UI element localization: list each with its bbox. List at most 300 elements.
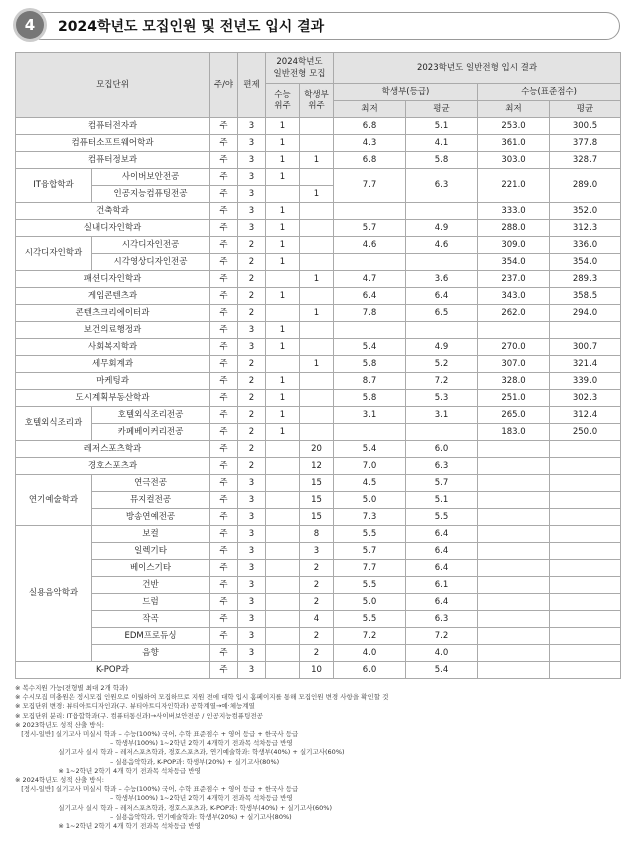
cell-savg: 312.4	[550, 407, 621, 424]
cell-gavg: 5.2	[406, 356, 478, 373]
cell-gavg: 5.4	[406, 662, 478, 679]
cell-d: 주	[210, 390, 238, 407]
cell-savg: 289.0	[550, 169, 621, 203]
cell-gavg: 7.2	[406, 373, 478, 390]
cell-savg: 352.0	[550, 203, 621, 220]
cell-gavg: 4.9	[406, 339, 478, 356]
footnote-line: ※ 수시모집 미충원은 정시모집 인원으로 이월하여 모집하므로 지원 전에 대학 입시 홈페이지를 통해 모집인원 변경 사항을 확인할 것	[15, 693, 389, 702]
cell-a: 시각디자인학과	[16, 237, 92, 271]
table-row	[16, 441, 621, 458]
cell-s1: 1	[266, 135, 300, 152]
cell-s2	[300, 373, 334, 390]
cell-savg: 336.0	[550, 237, 621, 254]
cell-s2: 15	[300, 509, 334, 526]
cell-s1	[266, 526, 300, 543]
cell-d: 주	[210, 509, 238, 526]
cell-s2: 10	[300, 662, 334, 679]
col-score-min: 최저	[478, 101, 550, 118]
cell-s2	[300, 322, 334, 339]
cell-d: 주	[210, 169, 238, 186]
col-grade: 학생부(등급)	[334, 84, 478, 101]
cell-savg	[550, 458, 621, 475]
cell-d: 주	[210, 577, 238, 594]
cell-s1	[266, 560, 300, 577]
cell-smin	[478, 475, 550, 492]
cell-gmin: 6.0	[334, 662, 406, 679]
cell-s1	[266, 271, 300, 288]
cell-s1: 1	[266, 373, 300, 390]
col-grade-avg: 평균	[406, 101, 478, 118]
cell-savg	[550, 611, 621, 628]
cell-gavg: 4.1	[406, 135, 478, 152]
cell-gmin: 7.3	[334, 509, 406, 526]
cell-gmin: 5.5	[334, 611, 406, 628]
cell-s1	[266, 305, 300, 322]
cell-smin: 328.0	[478, 373, 550, 390]
cell-b: 인공지능컴퓨팅전공	[92, 186, 210, 203]
cell-b: 베이스기타	[92, 560, 210, 577]
cell-savg	[550, 577, 621, 594]
cell-savg: 354.0	[550, 254, 621, 271]
cell-gavg: 6.0	[406, 441, 478, 458]
cell-s1	[266, 628, 300, 645]
cell-savg: 328.7	[550, 152, 621, 169]
cell-a: 실내디자인학과	[16, 220, 210, 237]
cell-savg	[550, 662, 621, 679]
cell-gmin: 7.7	[334, 169, 406, 203]
cell-smin	[478, 560, 550, 577]
cell-b: 건반	[92, 577, 210, 594]
table-row	[16, 509, 621, 526]
table-row	[16, 407, 621, 424]
cell-gavg: 5.1	[406, 118, 478, 135]
cell-d: 주	[210, 662, 238, 679]
cell-smin: 237.0	[478, 271, 550, 288]
cell-smin: 361.0	[478, 135, 550, 152]
cell-smin: 270.0	[478, 339, 550, 356]
table-row	[16, 203, 621, 220]
cell-s1	[266, 186, 300, 203]
cell-smin: 183.0	[478, 424, 550, 441]
cell-s1: 1	[266, 407, 300, 424]
cell-d: 주	[210, 594, 238, 611]
cell-smin: 309.0	[478, 237, 550, 254]
section-number-badge: 4	[16, 11, 44, 39]
cell-gavg	[406, 254, 478, 271]
cell-p: 2	[238, 407, 266, 424]
cell-s2: 15	[300, 492, 334, 509]
cell-p: 3	[238, 509, 266, 526]
cell-gmin: 4.5	[334, 475, 406, 492]
cell-smin	[478, 526, 550, 543]
cell-gmin: 5.4	[334, 339, 406, 356]
cell-savg	[550, 543, 621, 560]
cell-s2: 1	[300, 305, 334, 322]
cell-a: 호텔외식조리과	[16, 407, 92, 441]
table-row	[16, 645, 621, 662]
cell-d: 주	[210, 271, 238, 288]
cell-gavg: 5.5	[406, 509, 478, 526]
table-row	[16, 611, 621, 628]
cell-d: 주	[210, 373, 238, 390]
cell-p: 2	[238, 424, 266, 441]
cell-s2: 20	[300, 441, 334, 458]
cell-gmin: 7.2	[334, 628, 406, 645]
cell-b: 뮤지컬전공	[92, 492, 210, 509]
cell-p: 3	[238, 169, 266, 186]
cell-s2: 1	[300, 152, 334, 169]
cell-a: 실용음악학과	[16, 526, 92, 662]
cell-gavg	[406, 203, 478, 220]
cell-smin: 221.0	[478, 169, 550, 203]
table-row	[16, 628, 621, 645]
cell-d: 주	[210, 628, 238, 645]
cell-a: 컴퓨터전자과	[16, 118, 210, 135]
cell-b: 드럼	[92, 594, 210, 611]
cell-d: 주	[210, 118, 238, 135]
cell-a: 사회복지학과	[16, 339, 210, 356]
cell-savg	[550, 526, 621, 543]
cell-gavg: 5.8	[406, 152, 478, 169]
cell-s1	[266, 662, 300, 679]
col-result-2023: 2023학년도 일반전형 입시 결과	[334, 53, 621, 84]
cell-d: 주	[210, 254, 238, 271]
cell-p: 3	[238, 492, 266, 509]
cell-s2: 2	[300, 645, 334, 662]
cell-smin: 343.0	[478, 288, 550, 305]
cell-p: 3	[238, 628, 266, 645]
cell-gmin: 5.8	[334, 390, 406, 407]
cell-savg: 358.5	[550, 288, 621, 305]
cell-smin	[478, 441, 550, 458]
table-row	[16, 560, 621, 577]
cell-savg: 377.8	[550, 135, 621, 152]
cell-d: 주	[210, 237, 238, 254]
table-row	[16, 254, 621, 271]
cell-smin	[478, 662, 550, 679]
cell-d: 주	[210, 186, 238, 203]
cell-d: 주	[210, 458, 238, 475]
footnote-line: – 실용음악학과, 연기예술학과: 학생부(20%) + 실기고사(80%)	[15, 812, 292, 821]
cell-s1	[266, 475, 300, 492]
table-body	[16, 118, 621, 679]
cell-b: 일렉기타	[92, 543, 210, 560]
cell-gmin: 7.0	[334, 458, 406, 475]
cell-gavg: 6.4	[406, 594, 478, 611]
cell-smin: 251.0	[478, 390, 550, 407]
section-header	[10, 8, 620, 42]
cell-s2: 8	[300, 526, 334, 543]
cell-savg	[550, 594, 621, 611]
cell-s1: 1	[266, 118, 300, 135]
cell-d: 주	[210, 152, 238, 169]
cell-s2: 3	[300, 543, 334, 560]
cell-a: 게임콘텐츠과	[16, 288, 210, 305]
cell-gavg: 6.4	[406, 560, 478, 577]
cell-smin	[478, 458, 550, 475]
footnote-line: 실기고사 실시 학과 – 레저스포츠학과, 경호스포츠과, 연기예술학과: 학생부(40%) + 실기고사(60%)	[15, 748, 345, 757]
cell-gmin: 5.0	[334, 492, 406, 509]
cell-d: 주	[210, 492, 238, 509]
cell-s1: 1	[266, 152, 300, 169]
cell-gmin: 4.7	[334, 271, 406, 288]
cell-b: 방송연예전공	[92, 509, 210, 526]
cell-d: 주	[210, 339, 238, 356]
col-daynight: 주/야	[210, 53, 238, 118]
cell-s1	[266, 594, 300, 611]
table-row	[16, 237, 621, 254]
cell-b: 시각디자인전공	[92, 237, 210, 254]
cell-gmin	[334, 424, 406, 441]
cell-gmin: 5.8	[334, 356, 406, 373]
cell-gavg: 6.3	[406, 458, 478, 475]
cell-a: 건축학과	[16, 203, 210, 220]
cell-b: 카페베이커리전공	[92, 424, 210, 441]
cell-s1: 1	[266, 339, 300, 356]
col-transfer: 편제	[238, 53, 266, 118]
cell-p: 2	[238, 305, 266, 322]
cell-s1	[266, 645, 300, 662]
cell-s2: 2	[300, 560, 334, 577]
cell-s1	[266, 356, 300, 373]
cell-gmin: 7.8	[334, 305, 406, 322]
table-row	[16, 135, 621, 152]
cell-p: 2	[238, 373, 266, 390]
cell-p: 3	[238, 611, 266, 628]
cell-smin: 288.0	[478, 220, 550, 237]
cell-a: 컴퓨터소프트웨어학과	[16, 135, 210, 152]
cell-gmin: 3.1	[334, 407, 406, 424]
cell-savg: 300.5	[550, 118, 621, 135]
cell-gavg: 6.4	[406, 543, 478, 560]
cell-s2	[300, 169, 334, 186]
col-score: 수능(표준점수)	[478, 84, 621, 101]
cell-gmin: 5.4	[334, 441, 406, 458]
cell-smin	[478, 611, 550, 628]
cell-d: 주	[210, 424, 238, 441]
cell-savg	[550, 475, 621, 492]
table-row	[16, 543, 621, 560]
cell-p: 3	[238, 543, 266, 560]
table-row	[16, 594, 621, 611]
cell-a: 연기예술학과	[16, 475, 92, 526]
cell-gavg: 5.7	[406, 475, 478, 492]
cell-d: 주	[210, 203, 238, 220]
cell-s2: 2	[300, 628, 334, 645]
cell-gavg: 6.4	[406, 526, 478, 543]
table-row	[16, 577, 621, 594]
table-row	[16, 458, 621, 475]
cell-gavg	[406, 322, 478, 339]
cell-s2	[300, 220, 334, 237]
col-hakseng: 학생부 위주	[300, 84, 334, 118]
cell-a: 보건의료행정과	[16, 322, 210, 339]
cell-a: 세무회계과	[16, 356, 210, 373]
cell-savg: 289.3	[550, 271, 621, 288]
cell-savg	[550, 628, 621, 645]
footnote-line: – 학생부(100%) 1~2학년 2학기 4개학기 전과목 석차등급 반영	[15, 794, 293, 803]
cell-s2: 4	[300, 611, 334, 628]
col-grade-min: 최저	[334, 101, 406, 118]
cell-p: 3	[238, 203, 266, 220]
cell-gmin: 5.5	[334, 526, 406, 543]
cell-savg: 339.0	[550, 373, 621, 390]
table-row	[16, 373, 621, 390]
admission-results-table	[15, 52, 621, 679]
cell-s1: 1	[266, 424, 300, 441]
cell-savg	[550, 441, 621, 458]
footnote-line: ※ 2023학년도 성적 산출 방식:	[15, 720, 104, 729]
cell-s1	[266, 543, 300, 560]
footnote-line: ※ 복수지원 가능(전형별 최대 2개 학과)	[15, 684, 128, 692]
cell-smin	[478, 509, 550, 526]
footnote-line: 실기고사 실시 학과 – 레저스포츠학과, 경호스포츠과, K-POP과: 학생부(40%) + 실기고사(60%)	[15, 803, 333, 812]
cell-gavg: 4.0	[406, 645, 478, 662]
cell-savg: 312.3	[550, 220, 621, 237]
cell-s1: 1	[266, 322, 300, 339]
cell-p: 2	[238, 390, 266, 407]
cell-s1: 1	[266, 288, 300, 305]
cell-savg	[550, 322, 621, 339]
cell-smin: 354.0	[478, 254, 550, 271]
cell-b: 연극전공	[92, 475, 210, 492]
table-row	[16, 271, 621, 288]
table-row	[16, 390, 621, 407]
cell-b: 호텔외식조리전공	[92, 407, 210, 424]
cell-b: 음향	[92, 645, 210, 662]
cell-a: 도시계획부동산학과	[16, 390, 210, 407]
cell-s1: 1	[266, 237, 300, 254]
cell-gmin: 4.0	[334, 645, 406, 662]
cell-savg	[550, 509, 621, 526]
cell-s2	[300, 135, 334, 152]
cell-p: 3	[238, 560, 266, 577]
cell-p: 3	[238, 322, 266, 339]
cell-s2	[300, 118, 334, 135]
col-unit: 모집단위	[16, 53, 210, 118]
cell-p: 3	[238, 577, 266, 594]
cell-s1: 1	[266, 254, 300, 271]
cell-smin	[478, 543, 550, 560]
cell-p: 3	[238, 339, 266, 356]
cell-gavg: 6.4	[406, 288, 478, 305]
table-row	[16, 424, 621, 441]
cell-s1	[266, 611, 300, 628]
col-suneung: 수능 위주	[266, 84, 300, 118]
cell-b: EDM프로듀싱	[92, 628, 210, 645]
cell-s2	[300, 237, 334, 254]
cell-smin	[478, 628, 550, 645]
cell-d: 주	[210, 322, 238, 339]
cell-savg	[550, 645, 621, 662]
cell-smin: 303.0	[478, 152, 550, 169]
cell-gavg: 6.3	[406, 169, 478, 203]
cell-p: 3	[238, 645, 266, 662]
cell-gmin	[334, 203, 406, 220]
cell-smin	[478, 577, 550, 594]
cell-d: 주	[210, 560, 238, 577]
footnotes	[15, 684, 620, 831]
cell-s2	[300, 339, 334, 356]
cell-s1	[266, 492, 300, 509]
cell-smin	[478, 645, 550, 662]
cell-gavg: 4.6	[406, 237, 478, 254]
cell-b: 시각영상디자인전공	[92, 254, 210, 271]
cell-gavg: 5.1	[406, 492, 478, 509]
cell-gmin	[334, 254, 406, 271]
cell-s2: 2	[300, 577, 334, 594]
cell-smin: 253.0	[478, 118, 550, 135]
footnote-line: – 실용음악학과, K-POP과: 학생부(20%) + 실기고사(80%)	[15, 757, 280, 766]
cell-p: 3	[238, 475, 266, 492]
cell-smin: 262.0	[478, 305, 550, 322]
cell-s1	[266, 509, 300, 526]
cell-d: 주	[210, 611, 238, 628]
cell-smin	[478, 594, 550, 611]
page-title: 2024학년도 모집인원 및 전년도 입시 결과	[58, 19, 325, 35]
cell-gmin: 4.3	[334, 135, 406, 152]
cell-gavg: 3.6	[406, 271, 478, 288]
cell-smin: 307.0	[478, 356, 550, 373]
table-row	[16, 526, 621, 543]
table-row	[16, 118, 621, 135]
table-row	[16, 152, 621, 169]
cell-d: 주	[210, 645, 238, 662]
footnote-line: [정시-일반] 실기고사 미실시 학과 – 수능(100%) 국어, 수학 표준점수 + 영어 등급 + 한국사 등급	[15, 785, 299, 794]
cell-a: 패션디자인학과	[16, 271, 210, 288]
cell-a: 경호스포츠과	[16, 458, 210, 475]
col-quota-2024: 2024학년도 일반전형 모집	[266, 53, 334, 84]
cell-savg: 321.4	[550, 356, 621, 373]
footnote-line: ※ 모집단위 분리: IT융합학과(구. 컴퓨터통신과)→사이버보안전공 / 인공지능컴퓨팅전공	[15, 711, 263, 720]
footnote-line: ※ 2024학년도 성적 산출 방식:	[15, 776, 104, 785]
cell-p: 2	[238, 254, 266, 271]
cell-p: 3	[238, 220, 266, 237]
cell-gavg: 4.9	[406, 220, 478, 237]
cell-savg: 250.0	[550, 424, 621, 441]
cell-s2	[300, 424, 334, 441]
cell-s1: 1	[266, 220, 300, 237]
cell-p: 3	[238, 135, 266, 152]
cell-gmin: 7.7	[334, 560, 406, 577]
cell-d: 주	[210, 135, 238, 152]
footnote-line: ※ 1~2학년 2학기 4개 학기 전과목 석차등급 반영	[15, 822, 201, 831]
cell-s1: 1	[266, 390, 300, 407]
table-row	[16, 169, 621, 186]
cell-smin: 265.0	[478, 407, 550, 424]
cell-a: K-POP과	[16, 662, 210, 679]
cell-s1	[266, 441, 300, 458]
cell-s2: 1	[300, 356, 334, 373]
cell-s2	[300, 407, 334, 424]
cell-gavg: 7.2	[406, 628, 478, 645]
cell-savg: 302.3	[550, 390, 621, 407]
cell-gmin: 5.7	[334, 543, 406, 560]
table-row	[16, 475, 621, 492]
cell-a: IT융합학과	[16, 169, 92, 203]
cell-s2	[300, 288, 334, 305]
cell-a: 컴퓨터정보과	[16, 152, 210, 169]
cell-p: 3	[238, 662, 266, 679]
footnote-line: [정시-일반] 실기고사 미실시 학과 – 수능(100%) 국어, 수학 표준점수 + 영어 등급 + 한국사 등급	[15, 730, 299, 739]
cell-d: 주	[210, 526, 238, 543]
cell-b: 작곡	[92, 611, 210, 628]
cell-gavg: 6.5	[406, 305, 478, 322]
col-score-avg: 평균	[550, 101, 621, 118]
cell-gavg: 5.3	[406, 390, 478, 407]
cell-gmin: 5.0	[334, 594, 406, 611]
cell-savg	[550, 560, 621, 577]
